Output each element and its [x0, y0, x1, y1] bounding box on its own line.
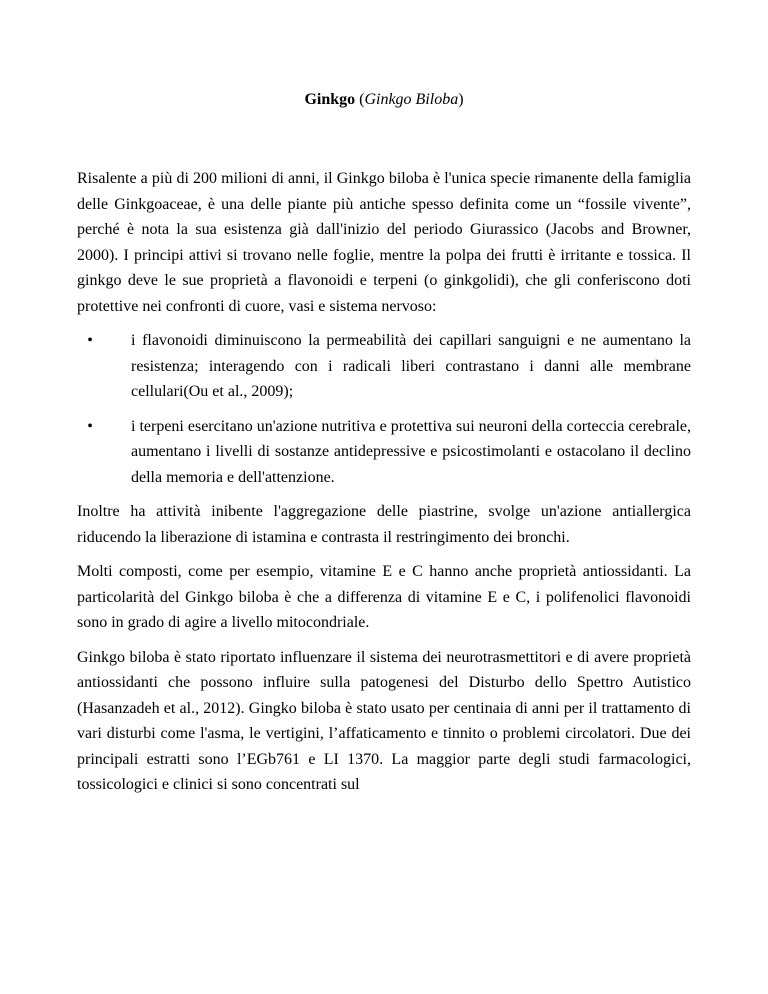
paragraph-antiaggregante: Inoltre ha attività inibente l'aggregazione delle piastrine, svolge un'azione antiallergica riducendo la liberazione di istamina e contrasta il restringimento dei bronchi. — [77, 503, 691, 546]
bullet-text: i flavonoidi diminuiscono la permeabilità dei capillari sanguigni e ne aumentano la resistenza; interagendo con i radicali liberi contrastano i danni alle membrane cellulari(Ou et al., 2009); — [131, 332, 691, 400]
paragraph-antiossidanti: Molti composti, come per esempio, vitamine E e C hanno anche proprietà antiossidanti. La particolarità del Ginkgo biloba è che a differenza di vitamine E e C, i polifenolici flavonoidi sono in grado di agire a livello mitocondriale. — [77, 563, 691, 631]
paragraph-intro: Risalente a più di 200 milioni di anni, il Ginkgo biloba è l'unica specie rimanente della famiglia delle Ginkgoaceae, è una delle piante più antiche spesso definita come un “fossile vivente”, perché è nota la sua esistenza già dall'inizio del periodo Giurassico (Jacobs and Browner, 2000). I principi attivi si trovano nelle foglie, mentre la polpa dei frutti è irritante e tossica. Il ginkgo deve le sue proprietà a flavonoidi e terpeni (o ginkgolidi), che gli conferiscono doti protettive nei confronti di cuore, vasi e sistema nervoso: — [77, 170, 691, 315]
title-latin-name: Ginkgo Biloba — [364, 91, 459, 108]
title-open-paren: ( — [355, 91, 365, 108]
document-title — [0, 90, 768, 110]
bullet-icon: • — [87, 417, 93, 435]
title-close-paren: ) — [458, 91, 464, 108]
bullet-text: i terpeni esercitano un'azione nutritiva e protettiva sui neuroni della corteccia cerebrale, aumentano i livelli di sostanze antidepressive e psicostimolanti e ostacolano il declino della memoria e dell'attenzione. — [131, 417, 691, 486]
paragraph-autismo: Ginkgo biloba è stato riportato influenzare il sistema dei neurotrasmettitori e di avere proprietà antiossidanti che possono influire sulla patogenesi del Disturbo dello Spettro Autistico (Hasanzadeh et al., 2012). Gingko biloba è stato usato per centinaia di anni per il trattamento di vari disturbi come l'asma, le vertigini, l’affaticamento e tinnito o problemi circolatori. Due dei principali estratti sono l’EGb761 e LI 1370. La maggior parte degli studi farmacologici, tossicologici e clinici si sono concentrati sul — [77, 648, 691, 793]
bullet-icon: • — [87, 332, 93, 349]
bullet-list — [77, 328, 691, 490]
document-body — [77, 166, 691, 798]
title-main: Ginkgo — [304, 91, 356, 108]
bullet-item-terpeni — [77, 414, 691, 491]
bullet-item-flavonoidi — [77, 328, 691, 405]
